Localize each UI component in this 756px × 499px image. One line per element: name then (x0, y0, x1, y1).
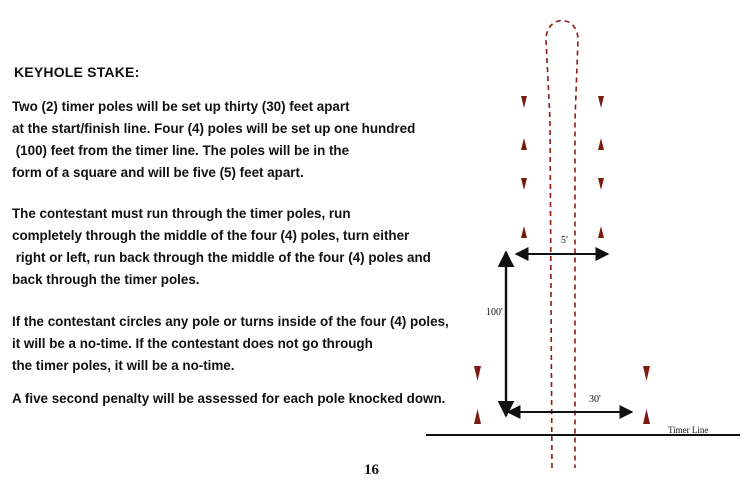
text-line: at the start/finish line. Four (4) poles will be set up one hundred (12, 121, 416, 136)
timer-line-label: Timer Line (668, 425, 709, 435)
pole (598, 178, 604, 190)
pole (643, 409, 650, 424)
pole (521, 178, 527, 190)
text-line: the timer poles, it will be a no-time. (12, 358, 235, 373)
text-line: completely through the middle of the four (4) poles, turn either (12, 228, 410, 243)
text-line: If the contestant circles any pole or turns inside of the four (4) poles, (12, 314, 449, 329)
pole-group-keyhole (521, 96, 604, 238)
pole (521, 96, 527, 108)
pole (521, 226, 527, 238)
label-100ft: 100' (486, 307, 503, 318)
text-line: The contestant must run through the timer poles, run (12, 206, 351, 221)
pole (598, 138, 604, 150)
pole (643, 366, 650, 381)
pole-group-timer (474, 366, 650, 424)
text-line: A five second penalty will be assessed for each pole knocked down. (12, 391, 446, 406)
text-line: back through the timer poles. (12, 272, 200, 287)
page-number: 16 (364, 462, 379, 478)
text-line: it will be a no-time. If the contestant does not go through (12, 336, 373, 351)
pole (598, 96, 604, 108)
label-30ft: 30' (589, 394, 601, 405)
pole (521, 138, 527, 150)
pole (598, 226, 604, 238)
pole (474, 366, 481, 381)
pole (474, 409, 481, 424)
label-5ft: 5' (561, 235, 568, 246)
section-heading: KEYHOLE STAKE: (14, 64, 140, 80)
text-line: right or left, run back through the middle of the four (4) poles and (12, 250, 431, 265)
text-line: (100) feet from the timer line. The poles will be in the (12, 143, 350, 158)
text-line: form of a square and will be five (5) feet apart. (12, 165, 304, 180)
text-line: Two (2) timer poles will be set up thirty (30) feet apart (12, 99, 350, 114)
